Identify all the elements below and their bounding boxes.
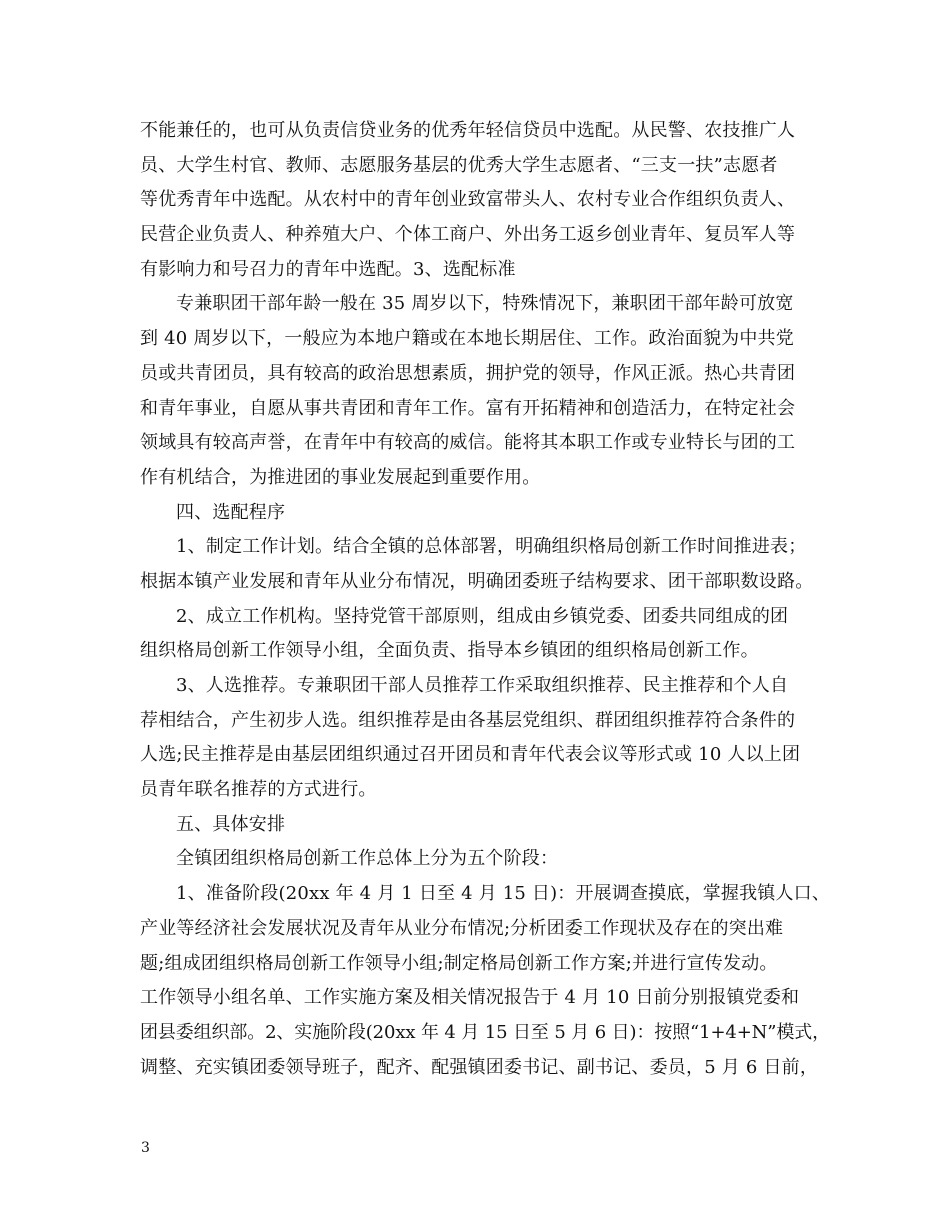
text-line: 到 40 周岁以下，一般应为本地户籍或在本地长期居住、工作。政治面貌为中共党	[140, 328, 794, 350]
text-line: 专兼职团干部年龄一般在 35 周岁以下，特殊情况下，兼职团干部年龄可放宽	[176, 293, 794, 315]
text-line: 员或共青团员，具有较高的政治思想素质，拥护党的领导，作风正派。热心共青团	[140, 362, 796, 384]
text-line: 1、准备阶段(20xx 年 4 月 1 日至 4 月 15 日)：开展调查摸底，掌握我镇人口、	[176, 883, 830, 905]
text-line: 产业等经济社会发展状况及青年从业分布情况;分析团委工作现状及存在的突出难	[140, 917, 784, 939]
text-line: 人选;民主推荐是由基层团组织通过召开团员和青年代表会议等形式或 10 人以上团	[140, 744, 801, 766]
body-text	[140, 114, 830, 1085]
text-line: 作有机结合，为推进团的事业发展起到重要作用。	[140, 466, 541, 488]
text-line: 1、制定工作计划。结合全镇的总体部署，明确组织格局创新工作时间推进表；	[176, 536, 807, 558]
text-line: 员、大学生村官、教师、志愿服务基层的优秀大学生志愿者、“三支一扶”志愿者	[140, 154, 778, 176]
text-line: 五、具体安排	[176, 813, 286, 835]
text-line: 荐相结合，产生初步人选。组织推荐是由各基层党组织、群团组织推荐符合条件的	[140, 709, 796, 731]
text-line: 3、人选推荐。专兼职团干部人员推荐工作采取组织推荐、民主推荐和个人自	[176, 675, 789, 696]
text-line: 有影响力和号召力的青年中选配。3、选配标准	[140, 258, 516, 280]
text-line: 组织格局创新工作领导小组，全面负责、指导本乡镇团的组织格局创新工作。	[140, 640, 759, 662]
text-line: 等优秀青年中选配。从农村中的青年创业致富带头人、农村专业合作组织负责人、	[140, 189, 796, 211]
text-line: 全镇团组织格局创新工作总体上分为五个阶段：	[176, 848, 559, 870]
text-line: 员青年联名推荐的方式进行。	[140, 779, 377, 801]
text-line: 题;组成团组织格局创新工作领导小组;制定格局创新工作方案;并进行宣传发动。	[140, 952, 778, 974]
text-line: 四、选配程序	[176, 501, 286, 523]
text-line: 民营企业负责人、种养殖大户、个体工商户、外出务工返乡创业青年、复员军人等	[140, 224, 796, 246]
text-line: 和青年事业，自愿从事共青团和青年工作。富有开拓精神和创造活力，在特定社会	[140, 397, 796, 419]
text-line: 不能兼任的，也可从负责信贷业务的优秀年轻信贷员中选配。从民警、农技推广人	[140, 120, 796, 141]
text-line: 团县委组织部。2、实施阶段(20xx 年 4 月 15 日至 5 月 6 日)：按照“1+4+N”模式，	[140, 1021, 830, 1043]
page-number: 3	[141, 1140, 150, 1156]
text-line: 领域具有较高声誉，在青年中有较高的威信。能将其本职工作或专业特长与团的工	[140, 432, 796, 454]
text-line: 2、成立工作机构。坚持党管干部原则，组成由乡镇党委、团委共同组成的团	[176, 605, 789, 627]
text-line: 调整、充实镇团委领导班子，配齐、配强镇团委书记、副书记、委员，5 月 6 日前，	[140, 1056, 819, 1078]
text-line: 根据本镇产业发展和青年从业分布情况，明确团委班子结构要求、团干部职数设路。	[140, 570, 814, 592]
text-line: 工作领导小组名单、工作实施方案及相关情况报告于 4 月 10 日前分别报镇党委和	[140, 987, 800, 1009]
